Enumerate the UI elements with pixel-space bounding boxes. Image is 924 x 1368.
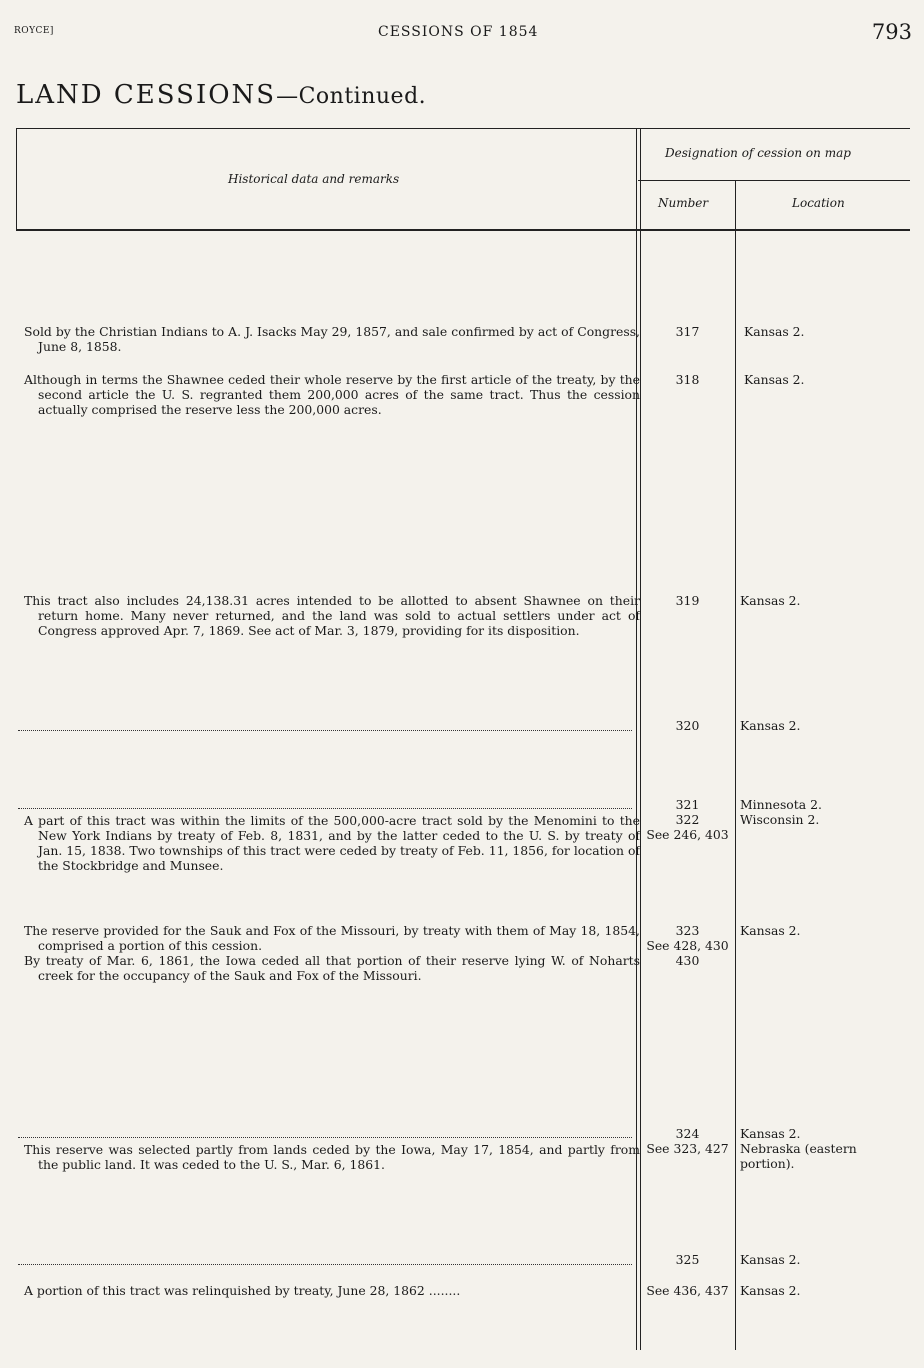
row-location-324	[740, 1126, 910, 1171]
cession-number: 325	[675, 1252, 700, 1267]
cession-number: 323	[675, 923, 700, 938]
cession-number: 324	[675, 1126, 700, 1141]
section-title-main: LAND CESSIONS	[16, 80, 277, 110]
row-location-317	[744, 324, 916, 339]
cession-number: 317	[675, 324, 700, 339]
row-number-318	[640, 372, 735, 387]
row-number-323	[640, 923, 735, 968]
cession-number: 430	[675, 953, 700, 968]
row-location-318	[744, 372, 916, 387]
row-number-320	[640, 718, 735, 733]
cession-number: 322	[675, 812, 700, 827]
column-rule-number	[735, 180, 736, 1350]
cession-number: 320	[675, 718, 700, 733]
dotted-leader	[18, 1264, 632, 1265]
cession-number: 321	[675, 797, 700, 812]
cession-number: See 246, 403	[646, 827, 729, 842]
row-location-325	[740, 1252, 912, 1267]
table-header-rule	[16, 229, 910, 231]
dotted-leader	[18, 808, 632, 809]
row-location-321	[740, 797, 912, 827]
column-rule-remarks-double	[640, 128, 641, 1350]
running-head-title: CESSIONS OF 1854	[378, 24, 539, 40]
cession-location: Kansas 2.	[740, 1283, 801, 1298]
cession-number: 319	[675, 593, 700, 608]
row-location-323	[740, 923, 912, 938]
row-remarks-relinquished	[24, 1283, 640, 1298]
table-top-rule	[16, 128, 910, 129]
row-remarks-324	[24, 1142, 640, 1172]
header-designation: Designation of cession on map	[665, 146, 851, 160]
header-location: Location	[792, 196, 845, 210]
row-number-317	[640, 324, 735, 339]
row-remarks-317	[24, 324, 640, 354]
cession-location: Wisconsin 2.	[740, 812, 820, 827]
remark-paragraph: Although in terms the Shawnee ceded their whole reserve by the first article of the treaty, by the second article the U. S. regranted them 200,000 acres of the same tract. Thus the cession actually comprised the reserve less the 200,000 acres.	[24, 372, 640, 417]
remark-paragraph: This tract also includes 24,138.31 acres intended to be allotted to absent Shawnee on their return home. Many never returned, and the land was sold to actual settlers under act of Congress approved Apr. 7, 1869. See act of Mar. 3, 1879, providing for its disposition.	[24, 593, 640, 638]
row-location-relinquished	[740, 1283, 912, 1298]
header-number: Number	[658, 196, 709, 210]
dotted-leader	[18, 730, 632, 731]
cession-number: See 323, 427	[646, 1141, 729, 1156]
row-location-319	[740, 593, 912, 608]
cession-location: Minnesota 2.	[740, 797, 822, 812]
page-number: 793	[871, 20, 912, 44]
remark-paragraph: By treaty of Mar. 6, 1861, the Iowa ceded all that portion of their reserve lying W. of Noharts creek for the occupancy of the Sauk and Fox of the Missouri.	[24, 953, 640, 983]
table-left-rule	[16, 128, 17, 230]
section-title	[16, 80, 426, 110]
header-remarks: Historical data and remarks	[228, 172, 400, 186]
remark-paragraph: A part of this tract was within the limits of the 500,000-acre tract sold by the Menomini to the New York Indians by treaty of Feb. 8, 1831, and by the latter ceded to the U. S. by treaty of Jan. 15, 1838. Two townships of this tract were ceded by treaty of Feb. 11, 1856, for location of the Stockbridge and Munsee.	[24, 813, 640, 873]
row-number-319	[640, 593, 735, 608]
cession-location: Kansas 2.	[740, 1252, 801, 1267]
cession-number: See 428, 430	[646, 938, 729, 953]
remark-paragraph: The reserve provided for the Sauk and Fox of the Missouri, by treaty with them of May 18, 1854, comprised a portion of this cession.	[24, 923, 640, 953]
cession-location: Kansas 2.	[740, 1126, 801, 1141]
row-remarks-321	[24, 813, 640, 873]
row-number-324	[640, 1126, 735, 1156]
cession-location: Kansas 2.	[740, 593, 801, 608]
dotted-leader	[18, 1137, 632, 1138]
row-number-325	[640, 1252, 735, 1267]
section-title-continued: —Continued.	[276, 84, 427, 109]
row-remarks-318	[24, 372, 640, 417]
cession-location: Nebraska (eastern portion).	[740, 1141, 857, 1171]
cession-location: Kansas 2.	[744, 324, 805, 339]
row-number-relinquished	[640, 1283, 735, 1298]
cession-location: Kansas 2.	[740, 923, 801, 938]
cession-number: See 436, 437	[646, 1283, 729, 1298]
running-head-left: ROYCE]	[14, 26, 54, 36]
row-number-321	[640, 797, 735, 842]
row-remarks-319	[24, 593, 640, 638]
cession-location: Kansas 2.	[740, 718, 801, 733]
cession-number: 318	[675, 372, 700, 387]
running-head	[0, 22, 924, 46]
remark-paragraph: A portion of this tract was relinquished by treaty, June 28, 1862 ........	[24, 1283, 461, 1298]
row-remarks-323	[24, 923, 640, 983]
cession-location: Kansas 2.	[744, 372, 805, 387]
remark-paragraph: This reserve was selected partly from lands ceded by the Iowa, May 17, 1854, and partly from the public land. It was ceded to the U. S., Mar. 6, 1861.	[24, 1142, 640, 1172]
designation-subrule	[638, 180, 910, 181]
remark-paragraph: Sold by the Christian Indians to A. J. Isacks May 29, 1857, and sale confirmed by act of Congress, June 8, 1858.	[24, 324, 640, 354]
row-location-320	[740, 718, 912, 733]
